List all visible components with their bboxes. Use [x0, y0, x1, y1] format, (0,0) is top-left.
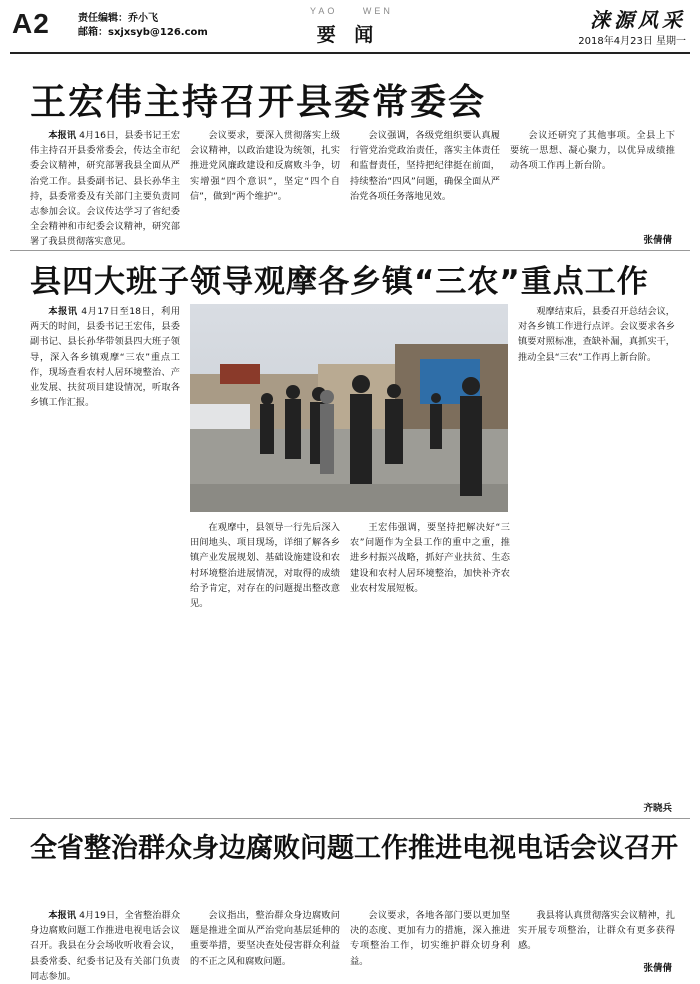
- section-pinyin: [300, 6, 403, 16]
- news-photo: [190, 304, 508, 512]
- article2-column: [518, 304, 675, 794]
- article1-column: [350, 128, 500, 244]
- page-number: A2: [12, 8, 50, 39]
- article3-byline: 本报讯: [48, 910, 77, 921]
- article1-col2-text: 会议要求，要深入贯彻落实上级会议精神，以政治建设为统领，扎实推进党风廉政建设和反腐败斗争，切实增强“四个意识”，坚定“四个自信”，做到“两个维护”。: [190, 130, 340, 202]
- article1-title: 王宏伟主持召开县委常委会: [30, 82, 487, 123]
- article3-col2-text: 会议指出，整治群众身边腐败问题是推进全面从严治党向基层延伸的重要举措，要坚决查处侵害群众利益的不正之风和腐败问题。: [190, 910, 340, 967]
- page-header: [0, 0, 700, 52]
- article1-column: [190, 128, 340, 244]
- article2-col2-text: 在观摩中，县领导一行先后深入田间地头、项目现场，详细了解各乡镇产业发展规划、基础设施建设和农村环境整治进展情况，对取得的成绩给予肯定，对存在的问题提出整改意见。: [190, 522, 340, 610]
- email-line: 邮箱：sxjxsyb@126.com: [78, 27, 208, 38]
- article1-col1-text: 4月16日，县委书记王宏伟主持召开县委常委会，传达全市纪委会议精神，研究部署我县全面从严治党工作。县委副书记、县长孙华主持，县委常委及有关部门主要负责同志参加会议。会议传达学习了省纪委全会精神和市纪委会议精神，研究部署了我县贯彻落实意见。: [30, 130, 180, 248]
- article2-column: [30, 304, 180, 816]
- article2-col4-text: 观摩结束后，县委召开总结会议，对各乡镇工作进行点评。会议要求各乡镇要对照标准，查缺补漏，真抓实干，推动全县“三农”工作再上新台阶。: [518, 306, 675, 363]
- article1-column: [510, 128, 675, 228]
- section-pinyin-a: YAO: [310, 6, 338, 16]
- officials-inspection-photo: [190, 304, 508, 512]
- article2-title: 县四大班子领导观摩各乡镇“三农”重点工作: [30, 264, 649, 300]
- article3-author: 张倩倩: [643, 963, 672, 974]
- editor-line: 责任编辑：乔小飞: [78, 13, 158, 24]
- article2-column: [350, 520, 510, 816]
- article1-col4-text: 会议还研究了其他事项。全县上下要统一思想、凝心聚力，以优异成绩推动各项工作再上新台阶。: [510, 130, 675, 172]
- article2-author: 齐晓兵: [643, 803, 672, 814]
- article2-col1-text: 4月17日至18日，利用两天的时间，县委书记王宏伟，县委副书记、县长孙华带领县四大班子领导，深入各乡镇观摩“三农”重点工作，现场查看农村人居环境整治、产业发展、扶贫项目建设情况，听取各乡镇工作汇报。: [30, 306, 181, 409]
- publication-date: 2018年4月23日 星期一: [578, 36, 686, 47]
- editor-info: [78, 12, 208, 40]
- article1-column: [30, 128, 180, 248]
- article-divider: [10, 818, 690, 819]
- article1-author: 张倩倩: [643, 235, 672, 246]
- article2-col3-text: 王宏伟强调，要坚持把解决好“三农”问题作为全县工作的重中之重，推进乡村振兴战略，抓好产业扶贫、生态建设和农村人居环境整治，加快补齐农业农村发展短板。: [350, 522, 510, 594]
- article3-col3-text: 会议要求，各地各部门要以更加坚决的态度、更加有力的措施，深入推进专项整治工作，切实维护群众切身利益。: [350, 910, 510, 967]
- article2-byline: 本报讯: [48, 306, 78, 317]
- publication-name: 涞源风采: [590, 8, 686, 32]
- section-pinyin-b: WEN: [362, 6, 393, 16]
- article3-col1-text: 4月19日，全省整治群众身边腐败问题工作推进电视电话会议召开。我县在分会场收听收看会议，县委常委、纪委书记及有关部门负责同志参加。: [30, 910, 180, 982]
- article3-column: [30, 908, 180, 982]
- article3-column: [518, 908, 675, 958]
- article3-col4-text: 我县将认真贯彻落实会议精神，扎实开展专项整治，让群众有更多获得感。: [518, 910, 675, 952]
- article2-column: [190, 520, 340, 816]
- header-rule: [10, 52, 690, 54]
- article3-title: 全省整治群众身边腐败问题工作推进电视电话会议召开: [30, 833, 678, 864]
- article1-col3-text: 会议强调，各级党组织要认真履行管党治党政治责任，落实主体责任和监督责任，坚持把纪律挺在前面，持续整治“四风”问题，确保全面从严治党各项任务落地见效。: [350, 130, 500, 202]
- section-name: 要 闻: [316, 24, 380, 46]
- article3-column: [190, 908, 340, 970]
- article3-column: [350, 908, 510, 970]
- article1-byline: 本报讯: [48, 130, 77, 141]
- article-divider: [10, 250, 690, 251]
